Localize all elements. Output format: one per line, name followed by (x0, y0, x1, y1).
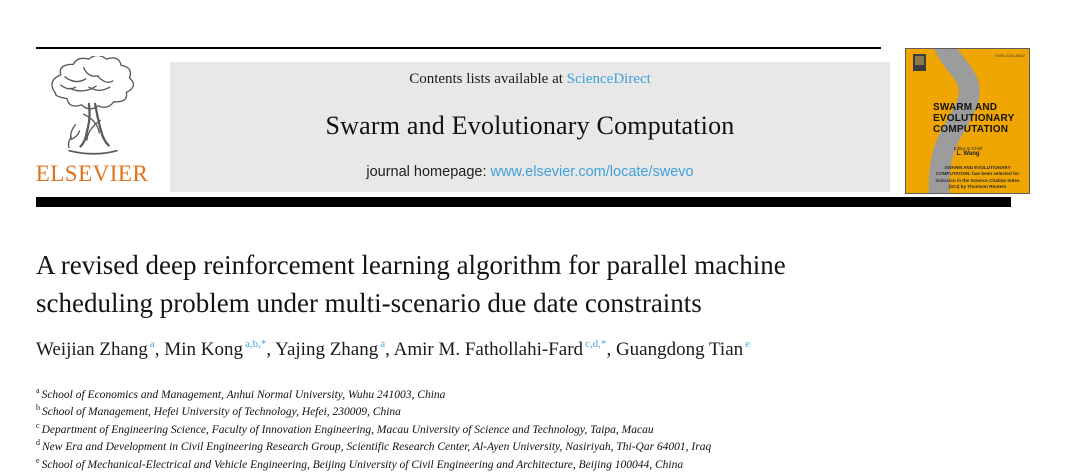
author (36, 339, 164, 360)
author-separator: , (266, 339, 276, 361)
author-name: Weijian Zhang (36, 339, 148, 361)
author-affiliation-sup: c,d,* (585, 338, 607, 350)
author-separator: , (385, 339, 394, 361)
homepage-link[interactable]: www.elsevier.com/locate/swevo (490, 164, 694, 180)
author-name: Amir M. Fathollahi-Fard (393, 339, 584, 361)
journal-header-box (170, 62, 890, 192)
elsevier-logo (28, 56, 156, 187)
cover-indexing-note: SWARM AND EVOLUTIONARY COMPUTATION: has been selected for inclusion in the Science Citation Index (SCI) by Thomson Reuters (935, 165, 1020, 190)
affiliation-sup: e (36, 455, 40, 465)
author-list (36, 339, 750, 361)
affiliation-line (36, 386, 711, 403)
author-separator: , (154, 339, 165, 361)
sciencedirect-link[interactable]: ScienceDirect (566, 71, 651, 87)
elsevier-tree-icon (40, 56, 144, 160)
homepage-prefix: journal homepage: (366, 164, 487, 180)
affiliation-sup: c (36, 420, 40, 430)
cover-title-line: COMPUTATION (933, 124, 1009, 136)
affiliation-text: New Era and Development in Civil Engineering Research Group, Scientific Research Center, Al-Ayen University, Nasiriyah, Thi-Qar 64001, Iraq (42, 441, 712, 454)
author-name: Min Kong (164, 339, 243, 361)
affiliation-text: School of Management, Hefei University of Technology, Hefei, 230009, China (42, 406, 401, 419)
article-title (36, 246, 786, 323)
affiliation-text: Department of Engineering Science, Faculty of Innovation Engineering, Macau University of Science and Technology, Taipa, Macau (41, 423, 654, 436)
cover-editor-name: L. Wang (956, 151, 980, 157)
affiliation-sup: a (36, 386, 40, 395)
elsevier-wordmark: ELSEVIER (35, 161, 149, 186)
homepage-line (366, 164, 693, 180)
affiliation-line (36, 456, 711, 472)
cover-title-line: SWARM AND (933, 102, 998, 113)
header-divider-bar (36, 197, 1011, 207)
article-title-line-2: scheduling problem under multi-scenario due date constraints (36, 288, 702, 319)
affiliation-line (36, 421, 711, 438)
contents-line (409, 71, 651, 88)
affiliation-text: School of Economics and Management, Anhui Normal University, Wuhu 241003, China (41, 388, 446, 401)
affiliation-line (36, 403, 711, 420)
contents-prefix: Contents lists available at (409, 71, 563, 87)
author-affiliation-sup: a (380, 338, 386, 350)
author-separator: , (606, 339, 616, 361)
author (394, 339, 616, 360)
cover-editor-label: Editor-in-Chief (953, 146, 983, 151)
cover-issn: ISSN 2210-6502 (995, 53, 1025, 58)
author-affiliation-sup: a,b,* (244, 338, 267, 350)
author (164, 339, 275, 360)
affiliation-line (36, 438, 711, 455)
cover-journal-title (933, 102, 1014, 136)
author (616, 339, 750, 360)
cover-editor-block (933, 146, 1003, 157)
affiliation-sup: b (36, 403, 40, 413)
top-rule (36, 47, 881, 49)
author-name: Yajing Zhang (275, 339, 379, 361)
journal-cover-thumbnail (905, 48, 1030, 194)
journal-title: Swarm and Evolutionary Computation (325, 111, 735, 140)
affiliation-sup: d (36, 438, 40, 448)
cover-elsevier-mini-logo (913, 54, 926, 71)
affiliation-text: School of Mechanical-Electrical and Vehicle Engineering, Beijing University of Civil Engineering and Architecture, Beijing 100044, China (41, 458, 684, 471)
author-name: Guangdong Tian (615, 339, 744, 361)
author (275, 339, 393, 360)
author-affiliation-sup: e (745, 338, 751, 350)
cover-title-line: EVOLUTIONARY (933, 113, 1015, 125)
article-title-line-1: A revised deep reinforcement learning algorithm for parallel machine (36, 250, 786, 280)
affiliation-list (36, 386, 711, 472)
author-affiliation-sup: a (149, 338, 155, 350)
